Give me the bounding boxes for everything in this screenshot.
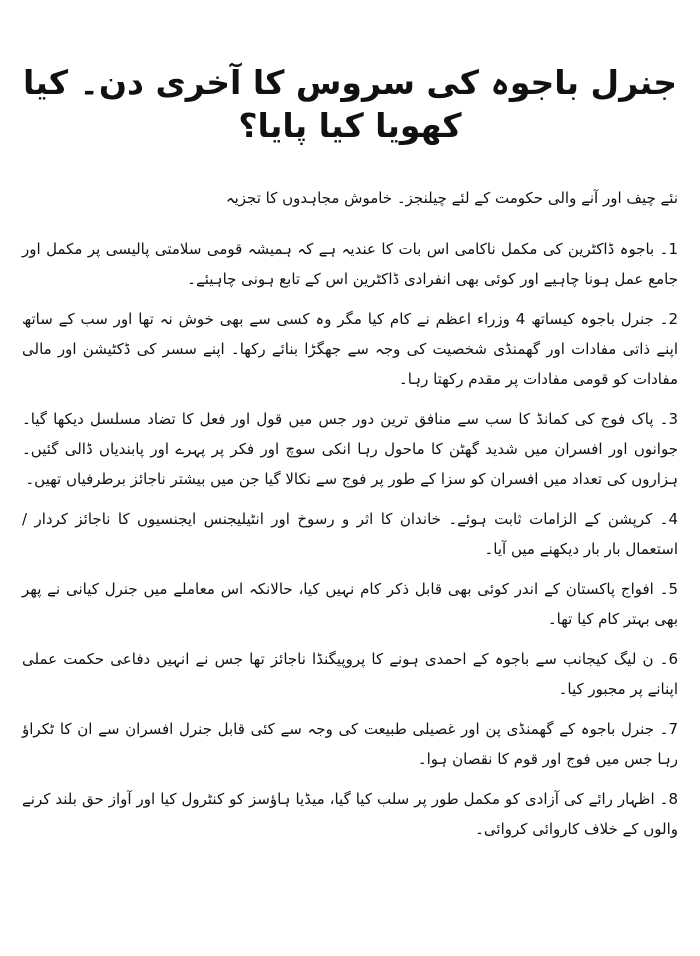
point-8: 8۔ اظہار رائے کی آزادی کو مکمل طور پر سلب کیا گیا، میڈیا ہاؤسز کو کنٹرول کیا اور آواز حق بلند کرنے والوں کے خلاف کاروائی کروائی۔	[22, 789, 678, 838]
point-4: 4۔ کرپشن کے الزامات ثابت ہوئے۔ خاندان کا اثر و رسوخ اور انٹیلیجنس ایجنسیوں کا ناجائز کردار / استعمال بار بار دیکھنے میں آیا۔	[22, 509, 678, 558]
document-subtitle: نئے چیف اور آنے والی حکومت کے لئے چیلنجز۔ خاموش مجاہدوں کا تجزیہ	[225, 188, 678, 207]
point-6: 6۔ ن لیگ کیجانب سے باجوہ کے احمدی ہونے کا پروپیگنڈا ناجائز تھا جس نے انہیں دفاعی حکمت عملی اپنانے پر مجبور کیا۔	[22, 649, 678, 698]
point-3: 3۔ پاک فوج کی کمانڈ کا سب سے منافق ترین دور جس میں قول اور فعل کا تضاد مسلسل دیکھا گیا۔ جوانوں اور افسران میں شدید گھٹن کا ماحول رہا انکی سوچ اور فکر پر پہرے اور پابندیاں ڈالی گئیں۔ ہزاروں کی تعداد میں افسران کو سزا کے طور پر فوج سے نکالا گیا جن میں بیشتر ناجائز برطرفیاں تھیں۔	[22, 409, 678, 488]
point-1: 1۔ باجوہ ڈاکٹرین کی مکمل ناکامی اس بات کا عندیہ ہے کہ ہمیشہ قومی سلامتی پالیسی پر مکمل اور جامع عمل ہونا چاہیے اور کوئی بھی انفرادی ڈاکٹرین اس کے تابع ہونی چاہیئے۔	[22, 239, 678, 288]
point-7: 7۔ جنرل باجوہ کے گھمنڈی پن اور غصیلی طبیعت کی وجہ سے کئی قابل جنرل افسران سے ان کا ٹکراؤ رہا جس میں فوج اور قوم کا نقصان ہوا۔	[22, 719, 678, 768]
document-title: جنرل باجوہ کی سروس کا آخری دن۔ کیا کھویا کیا پایا؟	[23, 63, 677, 145]
point-5: 5۔ افواج پاکستان کے اندر کوئی بھی قابل ذکر کام نہیں کیا، حالانکہ اس معاملے میں جنرل کیانی نے پھر بھی بہتر کام کیا تھا۔	[22, 579, 678, 628]
point-2: 2۔ جنرل باجوہ کیساتھ 4 وزراء اعظم نے کام کیا مگر وہ کسی سے بھی خوش نہ تھا اور سب کے ساتھ اپنے ذاتی مفادات اور گھمنڈی شخصیت کی وجہ سے جھگڑا بنائے رکھا۔ اپنے سسر کی ڈکٹیشن اور مالی مفادات کو قومی مفادات پر مقدم رکھتا رہا۔	[22, 309, 678, 388]
